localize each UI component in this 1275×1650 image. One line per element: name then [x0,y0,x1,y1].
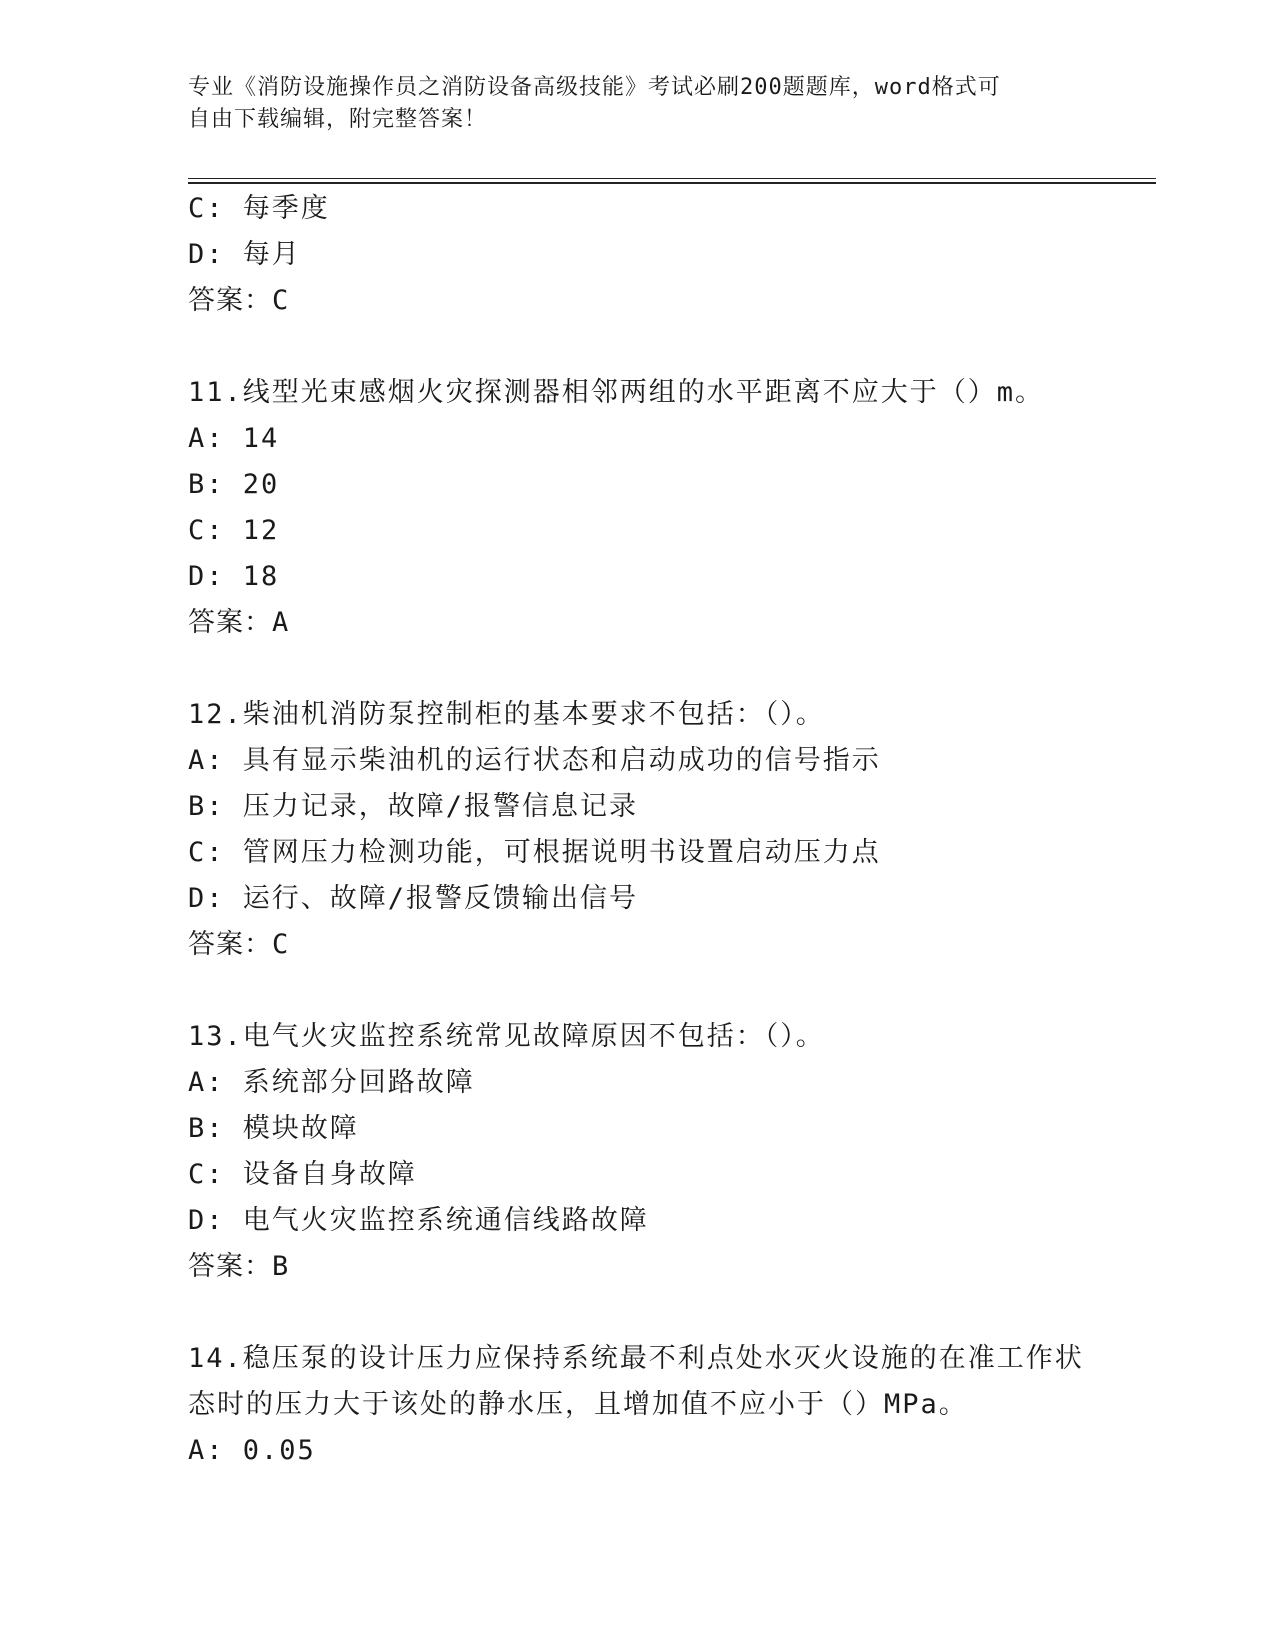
option-d: D: 运行、故障/报警反馈输出信号 [188,883,639,914]
answer-line: 答案：C [188,929,290,960]
spacer [188,324,1158,370]
option-d: D: 18 [188,561,280,592]
answer-line: 答案：B [188,1251,290,1282]
document-header [188,72,1088,136]
question-block-13 [188,1014,1158,1290]
question-stem-line-1: 14.稳压泵的设计压力应保持系统最不利点处水灭火设施的在准工作状 [188,1343,1084,1374]
spacer [188,646,1158,692]
option-c: C: 管网压力检测功能，可根据说明书设置启动压力点 [188,837,881,868]
header-line-1: 专业《消防设施操作员之消防设备高级技能》考试必刷200题题库，word格式可 [188,75,1001,100]
question-block-11 [188,370,1158,646]
option-a: A: 14 [188,423,280,454]
option-a: A: 系统部分回路故障 [188,1067,475,1098]
option-a: A: 0.05 [188,1435,316,1466]
question-block-14 [188,1336,1158,1474]
answer-line: 答案：C [188,285,290,316]
option-b: B: 模块故障 [188,1113,359,1144]
option-b: B: 20 [188,469,280,500]
question-stem: 11.线型光束感烟火灾探测器相邻两组的水平距离不应大于（）m。 [188,377,1045,408]
header-line-2: 自由下载编辑，附完整答案！ [188,107,488,132]
header-divider-bottom [188,182,1156,184]
question-list [188,186,1158,1474]
answer-line: 答案：A [188,607,290,638]
option-c: C: 设备自身故障 [188,1159,417,1190]
option-d: D: 电气火灾监控系统通信线路故障 [188,1205,649,1236]
question-stem: 12.柴油机消防泵控制柜的基本要求不包括：（）。 [188,699,825,730]
option-c: C: 每季度 [188,193,330,224]
spacer [188,1290,1158,1336]
question-block-prev [188,186,1158,324]
question-stem-line-2: 态时的压力大于该处的静水压，且增加值不应小于（）MPa。 [188,1389,968,1420]
question-block-12 [188,692,1158,968]
header-divider-top [188,178,1156,179]
question-stem: 13.电气火灾监控系统常见故障原因不包括：（）。 [188,1021,825,1052]
spacer [188,968,1158,1014]
option-c: C: 12 [188,515,280,546]
option-a: A: 具有显示柴油机的运行状态和启动成功的信号指示 [188,745,881,776]
option-b: B: 压力记录，故障/报警信息记录 [188,791,639,822]
option-d: D: 每月 [188,239,301,270]
